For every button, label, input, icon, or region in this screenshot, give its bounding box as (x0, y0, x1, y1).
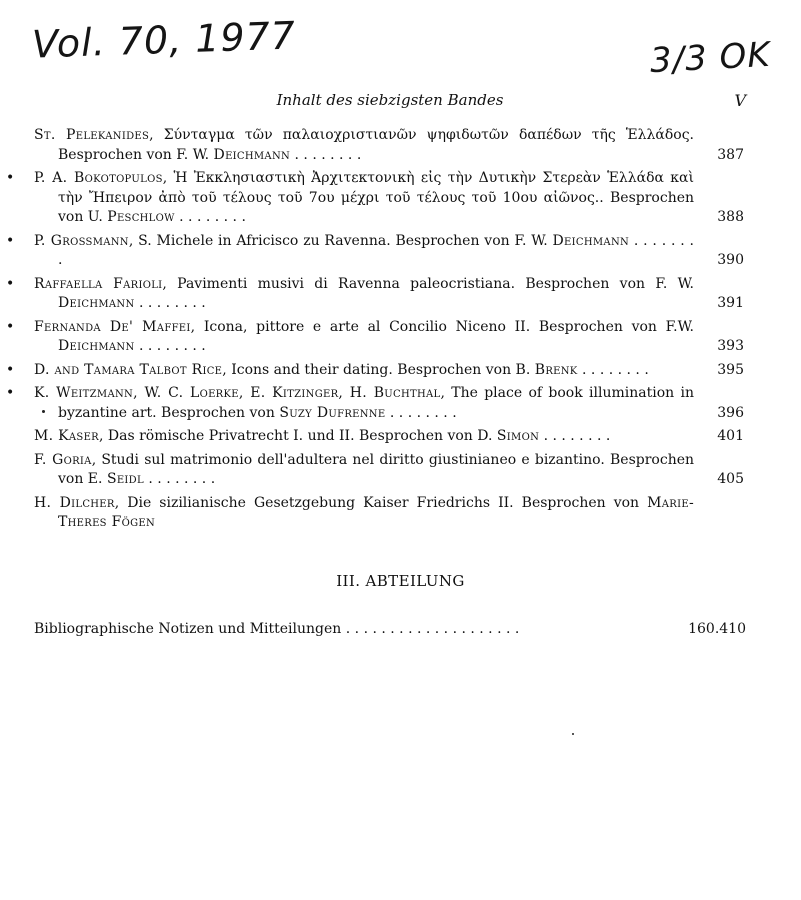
entry-review: Besprochen von B. (397, 361, 531, 378)
entry-review: Besprochen von F. W. (525, 275, 694, 292)
section-heading: III. ABTEILUNG (336, 572, 465, 590)
entry-review: Besprochen von F. W. (395, 232, 548, 249)
entry-text: P. A. Bokotopulos, Ἡ Ἐκκλησιαστικὴ Ἀρχιτεκτονικὴ εἰς τὴν Δυτικὴν Στερεὰν Ἑλλάδα καὶ τὴν Ἤπειρον ἀπὸ τοῦ τέλους τοῦ 7ου μέχρι τοῦ τέλους τοῦ 10ου αἰῶνος.. Besprochen von U. Peschlow . . . . . . . . (34, 170, 695, 225)
entry-review: Besprochen von (161, 404, 275, 421)
entry-reviewer: Suzy Dufrenne (279, 404, 386, 421)
toc-entry (6, 318, 744, 357)
margin-mark: • (6, 318, 15, 335)
bibliography-label (34, 621, 688, 637)
entry-reviewer: Deichmann (58, 338, 135, 354)
bibliography-entry (34, 621, 746, 637)
entry-title: Die sizilianische Gesetzgebung Kaiser Friedrichs II. (127, 494, 514, 511)
entry-title: Icons and their dating. (231, 361, 393, 378)
entry-page: 388 (717, 209, 744, 225)
entry-author: M. Kaser (34, 428, 99, 444)
entry-page: 396 (717, 404, 744, 421)
handwritten-status-note: 3/3 OK (649, 34, 772, 82)
toc-entry (34, 126, 744, 165)
entry-text: F. Goria, Studi sul matrimonio dell'adultera nel diritto giustinianeo e bizantino. Besprochen von E. Seidl . . . . . . . . (34, 451, 695, 487)
entry-title: Ἡ Ἐκκλησιαστικὴ Ἀρχιτεκτονικὴ εἰς τὴν Δυτικὴν Στερεὰν Ἑλλάδα καὶ τὴν Ἤπειρον ἀπὸ τοῦ τέλους τοῦ 7ου μέχρι τοῦ τέλους τοῦ 10ου αἰῶνος.. (58, 170, 694, 206)
entry-page: 395 (717, 361, 744, 378)
entry-page: 387 (717, 146, 744, 163)
entry-author: F. Goria (34, 451, 92, 468)
entry-author: D. and Tamara Talbot Rice (34, 361, 223, 378)
entry-page: 405 (717, 471, 744, 487)
margin-mark: • (6, 385, 15, 401)
margin-mark: • (6, 170, 15, 186)
bibliography-label-text: Bibliographische Notizen und Mitteilungen (34, 621, 342, 637)
entry-page: 391 (717, 295, 744, 311)
entry-reviewer: Seidl (106, 471, 144, 487)
entry-reviewer: Brenk (534, 361, 578, 378)
entry-author: K. Weitzmann, W. C. Loerke, E. Kitzinger, H. Buchthal (34, 385, 441, 401)
toc-entry (34, 451, 744, 490)
entry-review: Besprochen von D. (359, 428, 493, 444)
entry-text: Fernanda De' Maffei, Icona, pittore e arte al Concilio Niceno II. Besprochen von F.W. Deichmann . . . . . . . . (34, 318, 695, 354)
entry-reviewer: Marie-Theres Fögen (58, 494, 695, 530)
entry-review: Besprochen von F. W. (58, 146, 210, 163)
toc-entry (6, 232, 744, 271)
entry-review: Besprochen von E. (58, 451, 695, 487)
entry-page: 390 (717, 252, 744, 268)
entry-page: 401 (717, 428, 744, 444)
page-number: V (734, 91, 746, 110)
entry-title: S. Michele in Africisco zu Ravenna. (138, 232, 391, 249)
entry-author: Raffaella Farioli (34, 275, 163, 292)
entry-text: Raffaella Farioli, Pavimenti musivi di Ravenna paleocristiana. Besprochen von F. W. Deichmann . . . . . . . . (34, 275, 694, 311)
page-speck (42, 410, 45, 413)
toc-entry (34, 494, 744, 533)
entry-reviewer: Peschlow (107, 209, 175, 225)
entry-reviewer: Simon (496, 428, 540, 444)
entry-title: Studi sul matrimonio dell'adultera nel diritto giustinianeo e bizantino. (101, 451, 605, 468)
dot-leader: . . . . . . . . . . . . . . . . . . . . (341, 621, 520, 637)
bibliography-page: 160.410 (688, 621, 746, 637)
toc-entry (6, 169, 744, 228)
entry-author: St. Pelekanides (34, 127, 150, 143)
handwritten-volume-note: Vol. 70, 1977 (31, 13, 297, 67)
toc-entry (6, 384, 744, 423)
entry-review: Besprochen von (521, 494, 640, 511)
margin-mark: • (6, 232, 15, 249)
entry-title: Das römische Privatrecht I. und II. (107, 428, 355, 444)
entry-review: Besprochen von F.W. (538, 318, 695, 335)
entry-title: Σύνταγμα τῶν παλαιοχριστιανῶν ψηφιδωτῶν δαπέδων τῆς Ἑλλάδος. (163, 127, 694, 143)
entry-text: M. Kaser, Das römische Privatrecht I. und II. Besprochen von D. Simon . . . . . . . . (34, 428, 611, 444)
toc-entry (34, 427, 744, 447)
entry-review: Besprochen von U. (58, 189, 695, 225)
running-header (34, 91, 746, 113)
running-title: Inhalt des siebzigsten Bandes (276, 91, 504, 109)
entry-text: D. and Tamara Talbot Rice, Icons and their dating. Besprochen von B. Brenk . . . . . . . . (34, 361, 649, 378)
entry-text: K. Weitzmann, W. C. Loerke, E. Kitzinger, H. Buchthal, The place of book illumination in byzantine art. Besprochen von Suzy Dufrenne . . . . . . . . (34, 385, 694, 421)
toc-entry (6, 361, 744, 381)
entry-reviewer: Deichmann (552, 232, 630, 249)
entry-reviewer: Deichmann (58, 295, 135, 311)
entry-author: H. Dilcher (34, 494, 115, 511)
entry-title: Pavimenti musivi di Ravenna paleocristiana. (177, 275, 516, 292)
entry-author: P. Grossmann (34, 232, 129, 249)
entry-title: The place of book illumination in byzantine art. (58, 385, 694, 421)
entry-title: Icona, pittore e arte al Concilio Niceno II. (203, 318, 531, 335)
entry-text: St. Pelekanides, Σύνταγμα τῶν παλαιοχριστιανῶν ψηφιδωτῶν δαπέδων τῆς Ἑλλάδος. Besprochen von F. W. Deichmann . . . . . . . . (34, 127, 694, 163)
toc-entry (6, 275, 744, 314)
entry-text: P. Grossmann, S. Michele in Africisco zu Ravenna. Besprochen von F. W. Deichmann . . . . . . . . (34, 232, 694, 268)
margin-mark: • (6, 361, 15, 378)
page-speck (572, 733, 574, 735)
margin-mark: • (6, 275, 15, 292)
entry-page: 393 (717, 338, 744, 354)
entry-reviewer: Deichmann (213, 146, 291, 163)
entry-text: H. Dilcher, Die sizilianische Gesetzgebung Kaiser Friedrichs II. Besprochen von Marie-Theres Fögen (34, 494, 695, 530)
table-of-contents-entries (6, 126, 744, 537)
entry-author: P. A. Bokotopulos (34, 170, 163, 186)
entry-author: Fernanda De' Maffei (34, 318, 191, 335)
